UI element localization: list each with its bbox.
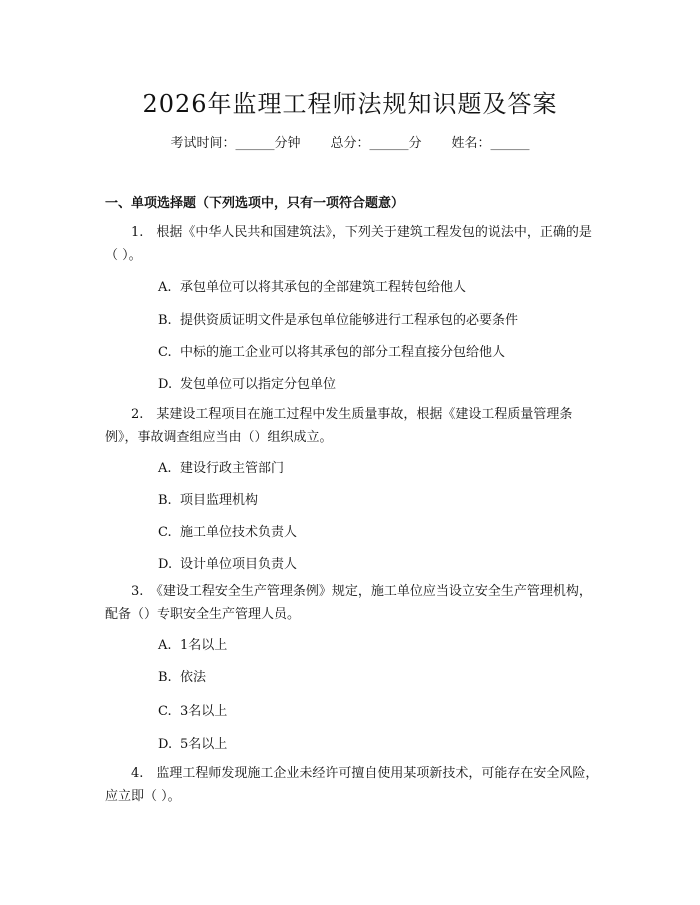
option-text: 承包单位可以将其承包的全部建筑工程转包给他人 — [180, 280, 467, 295]
question-option — [158, 634, 227, 653]
option-letter: A. — [158, 280, 172, 295]
option-text: 依法 — [180, 670, 207, 685]
question-option — [158, 733, 227, 752]
option-text: 设计单位项目负责人 — [180, 557, 298, 572]
option-text: 提供资质证明文件是承包单位能够进行工程承包的必要条件 — [180, 313, 519, 328]
exam-time-label: 考试时间：______分钟 — [170, 136, 301, 151]
question-stem: 3. 《建设工程安全生产管理条例》规定，施工单位应当设立安全生产管理机构，配备（）专职安全生产管理人员。 — [105, 584, 592, 622]
option-letter: C. — [158, 704, 172, 719]
option-text: 发包单位可以指定分包单位 — [180, 377, 337, 392]
question-option — [158, 276, 466, 295]
question-option — [158, 666, 206, 685]
question-option — [158, 341, 505, 360]
question-option — [158, 700, 227, 719]
option-text: 3名以上 — [180, 704, 228, 719]
option-letter: D. — [158, 557, 173, 572]
option-text: 1名以上 — [180, 638, 228, 653]
option-letter: B. — [158, 493, 172, 508]
option-letter: A. — [158, 461, 172, 476]
question-stem: 1. 根据《中华人民共和国建筑法》，下列关于建筑工程发包的说法中，正确的是（ ）。 — [105, 225, 592, 263]
option-letter: C. — [158, 525, 172, 540]
option-letter: D. — [158, 377, 173, 392]
option-text: 5名以上 — [180, 737, 228, 752]
option-text: 建设行政主管部门 — [180, 461, 285, 476]
total-score-label: 总分：______分 — [330, 136, 422, 151]
question-stem: 2. 某建设工程项目在施工过程中发生质量事故，根据《建设工程质量管理条例》，事故调查组应当由（）组织成立。 — [105, 407, 573, 445]
option-letter: C. — [158, 345, 172, 360]
question-stem: 4. 监理工程师发现施工企业未经许可擅自使用某项新技术，可能存在安全风险，应立即（ ）。 — [105, 766, 599, 804]
option-letter: B. — [158, 313, 172, 328]
section-title: 一、单项选择题（下列选项中，只有一项符合题意） — [105, 196, 405, 211]
option-text: 施工单位技术负责人 — [180, 525, 298, 540]
page-title: 2026年监理工程师法规知识题及答案 — [142, 90, 558, 118]
question-option — [158, 489, 258, 508]
option-letter: A. — [158, 638, 172, 653]
question-option — [158, 553, 297, 572]
question-option — [158, 373, 336, 392]
option-letter: B. — [158, 670, 172, 685]
exam-meta — [0, 132, 700, 151]
question-option — [158, 309, 518, 328]
option-text: 项目监理机构 — [180, 493, 259, 508]
question-option — [158, 457, 284, 476]
option-text: 中标的施工企业可以将其承包的部分工程直接分包给他人 — [180, 345, 506, 360]
question-option — [158, 521, 297, 540]
option-letter: D. — [158, 737, 173, 752]
name-label: 姓名：______ — [451, 136, 530, 151]
